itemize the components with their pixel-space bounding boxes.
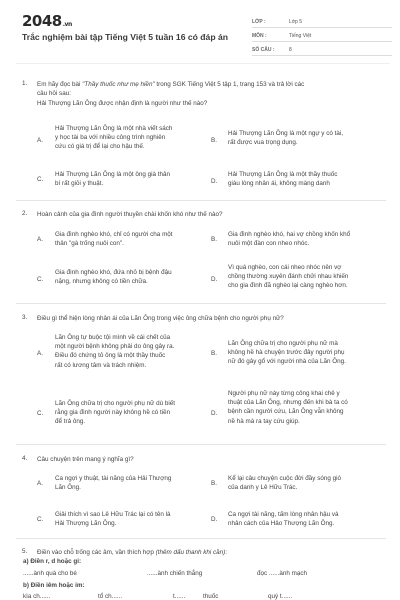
page-title: Trắc nghiệm bài tập Tiếng Việt 5 tuần 16 có đáp án <box>22 32 228 42</box>
question-number: 5. <box>22 548 28 555</box>
meta-question-count: SỐ CÂU : 8 <box>252 42 392 56</box>
question-number: 2. <box>22 210 28 217</box>
part-b-label: b) Điền iêm hoặc im: <box>23 582 85 589</box>
question-number: 1. <box>22 80 28 87</box>
meta-subject: MÔN : Tiếng Việt <box>252 28 392 42</box>
question-5 <box>0 548 400 600</box>
question-text: Điều gì thể hiện lòng nhân ái của Lãn Ông trong việc ông chữa bệnh cho người phụ nữ? <box>37 315 284 322</box>
question-text: Điền vào chỗ trống các âm, vần thích hợp (thêm dấu thanh khi cần): <box>37 549 227 556</box>
meta-class: LỚP : Lớp 5 <box>252 14 392 28</box>
fill-blank[interactable]: tổ ch...... <box>98 593 123 600</box>
question-text: Em hãy đọc bài "Thầy thuốc như mẹ hiền" trong SGK Tiếng Việt 5 tập 1, trang 153 và trả lời các câu hỏi sau: Hải Thượng Lãn Ông được nhận định là người như thế nào? <box>37 81 305 107</box>
question-number: 4. <box>22 455 28 462</box>
question-text: Hoàn cảnh của gia đình người thuyền chài khốn khó như thế nào? <box>37 211 223 218</box>
question-text: Câu chuyện trên mang ý nghĩa gì? <box>37 456 134 463</box>
fill-blank[interactable]: t...... <box>173 593 186 600</box>
question-number: 3. <box>22 314 28 321</box>
divider <box>16 538 386 539</box>
fill-blank: thuốc <box>203 593 219 600</box>
fill-blank[interactable]: đọc ......ành mạch <box>257 570 308 577</box>
header-divider <box>16 63 390 64</box>
part-a-label: a) Điền r, d hoặc gi: <box>23 558 82 565</box>
divider <box>16 200 386 201</box>
fill-blank[interactable]: ......ành chiến thắng <box>147 570 203 577</box>
document-header <box>0 0 400 82</box>
fill-blank[interactable]: kìa ch...... <box>23 593 51 600</box>
site-logo[interactable]: 2048.vn <box>22 12 72 30</box>
fill-blank[interactable]: quý t...... <box>268 593 293 600</box>
fill-blank[interactable]: ......ành quà cho bé <box>23 570 77 577</box>
divider <box>16 444 386 445</box>
divider <box>16 303 386 304</box>
